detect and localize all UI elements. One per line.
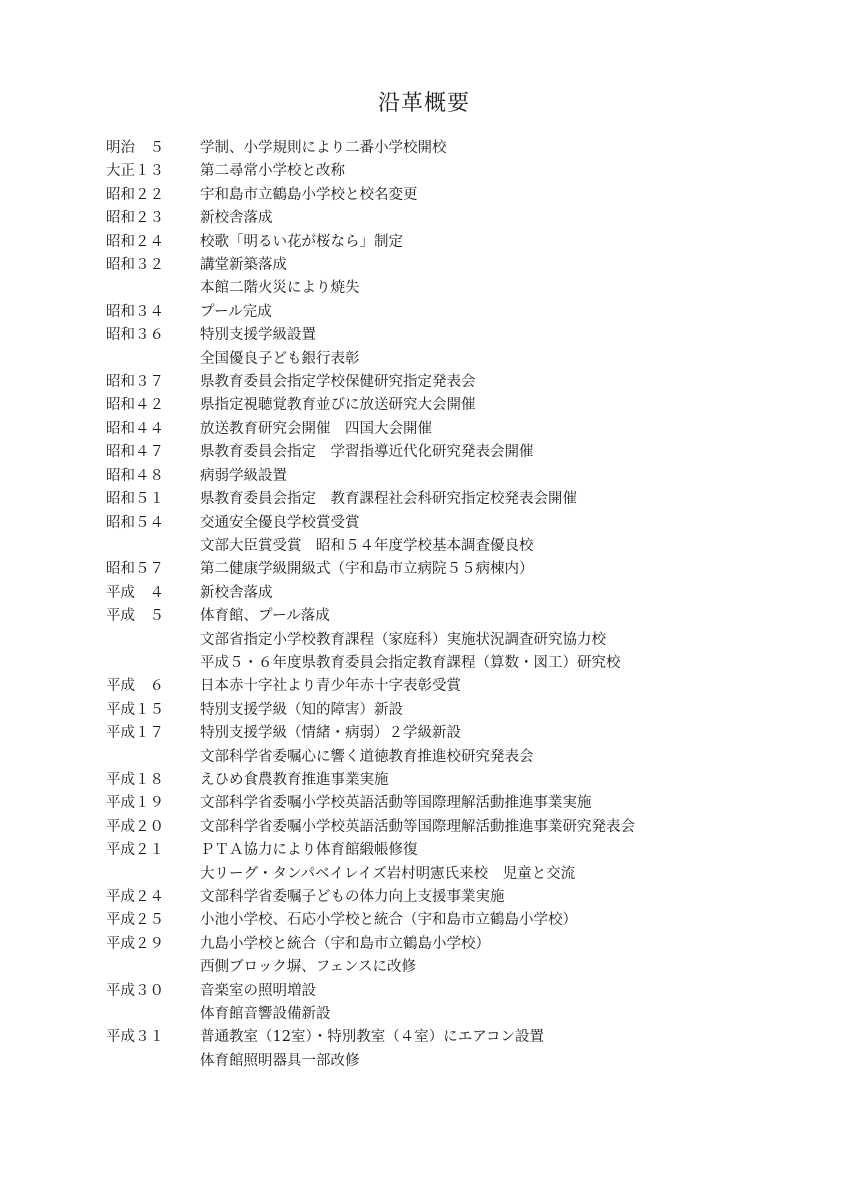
entry-era: 昭和５１ [106,491,164,508]
entry-era: 昭和４８ [106,467,164,484]
timeline-entry [106,909,806,932]
timeline-entry [106,137,806,160]
entry-events [200,441,806,464]
timeline-entry [106,558,806,581]
entry-event: 校歌「明るい花が桜なら」制定 [200,233,403,250]
entry-era: 昭和３２ [106,257,164,274]
entry-events [200,886,806,909]
entry-era: 平成２０ [106,818,164,835]
timeline-entry [106,488,806,511]
entry-era: 平成 ４ [106,584,164,601]
entry-event: 特別支援学級（知的障害）新設 [200,701,403,718]
entry-era: 平成 ６ [106,678,164,695]
entry-event: 大リーグ・タンパベイレイズ岩村明憲氏来校 児童と交流 [200,865,576,882]
timeline-entry [106,394,806,417]
timeline-entry [106,582,806,605]
entry-events [200,605,806,675]
entry-era: 昭和４２ [106,397,164,414]
entry-era: 昭和３４ [106,303,164,320]
entry-event: 新校舎落成 [200,584,273,601]
entry-event: 放送教育研究会開催 四国大会開催 [200,420,432,437]
entry-era: 昭和２２ [106,186,164,203]
entry-events [200,699,806,722]
timeline-entry [106,675,806,698]
timeline-entry [106,839,806,886]
timeline-entry [106,886,806,909]
entry-events [200,1026,806,1073]
entry-events [200,324,806,371]
entry-event: 文部省指定小学校教育課程（家庭科）実施状況調査研究協力校 [200,631,606,648]
entry-era: 昭和５７ [106,561,164,578]
entry-events [200,582,806,605]
entry-event: 文部大臣賞受賞 昭和５４年度学校基本調査優良校 [200,537,534,554]
timeline-entry [106,1026,806,1073]
timeline-entry [106,605,806,675]
entry-events [200,839,806,886]
entry-era: 昭和３６ [106,327,164,344]
entry-event: えひめ食農教育推進事業実施 [200,771,389,788]
timeline-entry [106,324,806,371]
timeline-entry [106,933,806,980]
entry-events [200,816,806,839]
entry-event: 県教育委員会指定 学習指導近代化研究発表会開催 [200,444,534,461]
entry-era: 大正１３ [106,163,164,180]
entry-era: 明治 ５ [106,140,164,156]
entry-era: 平成３０ [106,982,164,999]
entry-era: 昭和４７ [106,444,164,461]
entry-era: 昭和２４ [106,233,164,250]
entry-events [200,769,806,792]
entry-events [200,722,806,769]
entry-events [200,207,806,230]
entry-event: 小池小学校、石応小学校と統合（宇和島市立鶴島小学校） [200,912,577,929]
entry-event: 体育館音響設備新設 [200,1006,331,1023]
entry-events [200,558,806,581]
entry-events [200,231,806,254]
entry-event: 講堂新築落成 [200,257,287,274]
entry-event: 学制、小学規則により二番小学校開校 [200,140,447,156]
entry-events [200,675,806,698]
entry-event: 交通安全優良学校賞受賞 [200,514,360,531]
entry-era: 昭和５４ [106,514,164,531]
timeline-entry [106,512,806,559]
entry-event: 九島小学校と統合（宇和島市立鶴島小学校） [200,935,490,952]
entry-event: ＰＴＡ協力により体育館緞帳修復 [200,842,418,859]
entry-events [200,512,806,559]
timeline-entry [106,980,806,1027]
timeline-entry [106,254,806,301]
entry-event: プール完成 [200,303,272,320]
timeline-entry [106,207,806,230]
entry-event: 県教育委員会指定学校保健研究指定発表会 [200,374,476,391]
entry-events [200,160,806,183]
entry-era: 平成３１ [106,1029,164,1046]
entry-events [200,418,806,441]
entry-event: 特別支援学級（情緒・病弱）２学級新設 [200,725,461,742]
entry-event: 宇和島市立鶴島小学校と校名変更 [200,186,418,203]
entry-event: 文部科学省委嘱心に響く道徳教育推進校研究発表会 [200,748,534,765]
entry-events [200,980,806,1027]
entry-event: 県教育委員会指定 教育課程社会科研究指定校発表会開催 [200,491,577,508]
entry-events [200,184,806,207]
page-title: 沿革概要 [377,91,470,116]
entry-era: 平成１５ [106,701,164,718]
entry-events [200,909,806,932]
history-timeline [106,137,806,1073]
entry-event: 平成５・６年度県教育委員会指定教育課程（算数・図工）研究校 [200,654,621,671]
timeline-entry [106,816,806,839]
entry-events [200,933,806,980]
entry-era: 昭和４４ [106,420,164,437]
entry-event: 第二健康学級開級式（宇和島市立病院５５病棟内） [200,561,534,578]
entry-events [200,254,806,301]
timeline-entry [106,699,806,722]
timeline-entry [106,722,806,769]
entry-era: 平成２４ [106,889,164,905]
entry-era: 平成２９ [106,935,164,952]
entry-era: 平成 ５ [106,608,164,625]
entry-events [200,488,806,511]
timeline-entry [106,184,806,207]
entry-event: 普通教室（12室）・特別教室（４室）にエアコン設置 [200,1029,544,1046]
entry-event: 文部科学省委嘱小学校英語活動等国際理解活動推進事業実施 [200,795,592,812]
timeline-entry [106,769,806,792]
timeline-entry [106,301,806,324]
entry-event: 音楽室の照明増設 [200,982,316,999]
timeline-entry [106,231,806,254]
timeline-entry [106,465,806,488]
timeline-entry [106,441,806,464]
timeline-entry [106,792,806,815]
entry-event: 文部科学省委嘱子どもの体力向上支援事業実施 [200,889,505,905]
entry-event: 第二尋常小学校と改称 [200,163,345,180]
entry-event: 全国優良子ども銀行表彰 [200,350,360,367]
entry-event: 西側ブロック塀、フェンスに改修 [200,959,417,976]
entry-era: 昭和２３ [106,210,164,227]
entry-era: 昭和３７ [106,374,164,391]
entry-era: 平成１９ [106,795,164,812]
entry-event: 体育館、プール落成 [200,608,330,625]
entry-event: 体育館照明器具一部改修 [200,1052,360,1069]
timeline-entry [106,418,806,441]
entry-event: 特別支援学級設置 [200,327,316,344]
timeline-entry [106,160,806,183]
entry-event: 文部科学省委嘱小学校英語活動等国際理解活動推進事業研究発表会 [200,818,635,835]
entry-events [200,301,806,324]
entry-era: 平成２１ [106,842,164,859]
entry-era: 平成１７ [106,725,164,742]
timeline-entry [106,371,806,394]
entry-events [200,394,806,417]
entry-event: 日本赤十字社より青少年赤十字表彰受賞 [200,678,461,695]
entry-events [200,137,806,160]
entry-era: 平成２５ [106,912,164,929]
entry-era: 平成１８ [106,771,164,788]
entry-event: 県指定視聴覚教育並びに放送研究大会開催 [200,397,476,414]
entry-event: 本館二階火災により焼失 [200,280,360,297]
entry-event: 病弱学級設置 [200,467,287,484]
entry-events [200,465,806,488]
entry-events [200,792,806,815]
entry-event: 新校舎落成 [200,210,273,227]
entry-events [200,371,806,394]
